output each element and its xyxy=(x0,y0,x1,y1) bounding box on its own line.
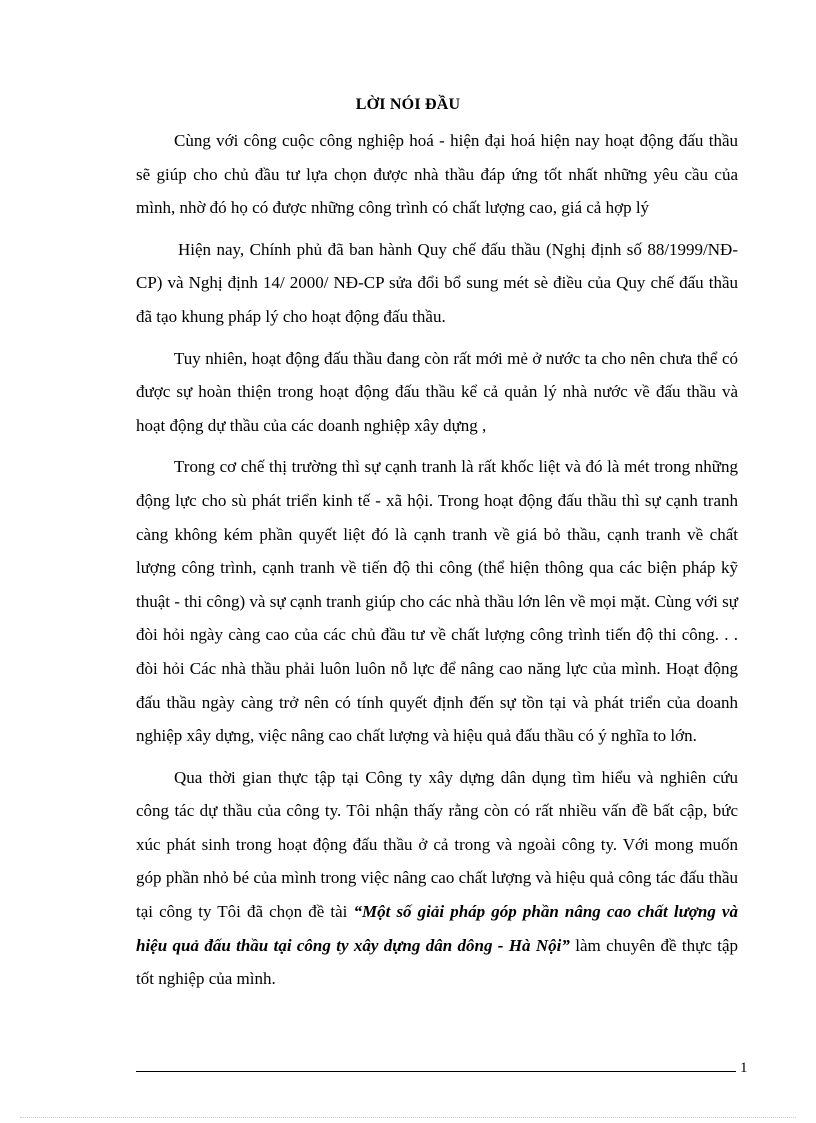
paragraph-3: Tuy nhiên, hoạt động đấu thầu đang còn rất mới mẻ ở nước ta cho nên chưa thể có được sự hoàn thiện trong hoạt động đấu thầu kể cả quản lý nhà nước về đấu thầu và hoạt động dự thầu của các doanh nghiệp xây dựng , xyxy=(136,348,738,435)
document-title: LỜI NÓI ĐẦU xyxy=(355,96,461,113)
paragraph-5-ending: làm chuyên đề thực tập tốt nghiệp của mình. xyxy=(136,935,738,989)
paragraph-2: Hiện nay, Chính phủ đã ban hành Quy chế đấu thầu (Nghị định số 88/1999/NĐ-CP) và Nghị định 14/ 2000/ NĐ-CP sửa đổi bổ sung mét sè điều của Quy chế đấu thầu đã tạo khung pháp lý cho hoạt động đấu thầu. xyxy=(136,239,738,326)
thesis-topic-title: “Một số giải pháp góp phần nâng cao chất lượng và hiệu quả đấu thầu tại công ty xây dựng dân dông - Hà Nội” xyxy=(136,902,738,955)
paragraph-5-text: Qua thời gian thực tập tại Công ty xây dựng dân dụng tìm hiểu và nghiên cứu công tác dự thầu của công ty. Tôi nhận thấy rằng còn có rất nhiều vấn đề bất cập, bức xúc phát sinh trong hoạt động đấu thầu ở cả trong và ngoài công ty. Với mong muốn góp phần nhỏ bé của mình trong việc nâng cao chất lượng và hiệu quả công tác đấu thầu tại công ty Tôi đã chọn đề tài xyxy=(136,767,738,922)
paragraph-5 xyxy=(136,761,738,996)
page-bottom-border xyxy=(20,1117,796,1118)
footer-rule xyxy=(136,1071,736,1072)
paragraph-1: Cùng với công cuộc công nghiệp hoá - hiện đại hoá hiện nay hoạt động đấu thầu sẽ giúp cho chủ đầu tư lựa chọn được nhà thầu đáp ứng tốt nhất những yêu cầu của mình, nhờ đó họ có được những công trình có chất lượng cao, giá cả hợp lý xyxy=(136,131,738,218)
document-body xyxy=(136,124,738,1004)
paragraph-4: Trong cơ chế thị trường thì sự cạnh tranh là rất khốc liệt và đó là mét trong những động lực cho sù phát triển kinh tế - xã hội. Trong hoạt động đấu thầu thì sự cạnh tranh càng không kém phần quyết liệt đó là cạnh tranh về giá bỏ thầu, cạnh tranh về chất lượng công trình, cạnh tranh về tiến độ thi công (thể hiện thông qua các biện pháp kỹ thuật - thi công) và sự cạnh tranh giúp cho các nhà thầu lớn lên về mọi mặt. Cùng với sự đòi hỏi ngày càng cao của các chủ đầu tư về chất lượng công trình tiến độ thi công. . . đòi hỏi Các nhà thầu phải luôn luôn nỗ lực để nâng cao năng lực của mình. Hoạt động đấu thầu ngày càng trở nên có tính quyết định đến sự tồn tại và phát triển của doanh nghiệp xây dựng, việc nâng cao chất lượng và hiệu quả đấu thầu có ý nghĩa to lớn. xyxy=(136,457,738,746)
page-number: 1 xyxy=(740,1060,748,1076)
